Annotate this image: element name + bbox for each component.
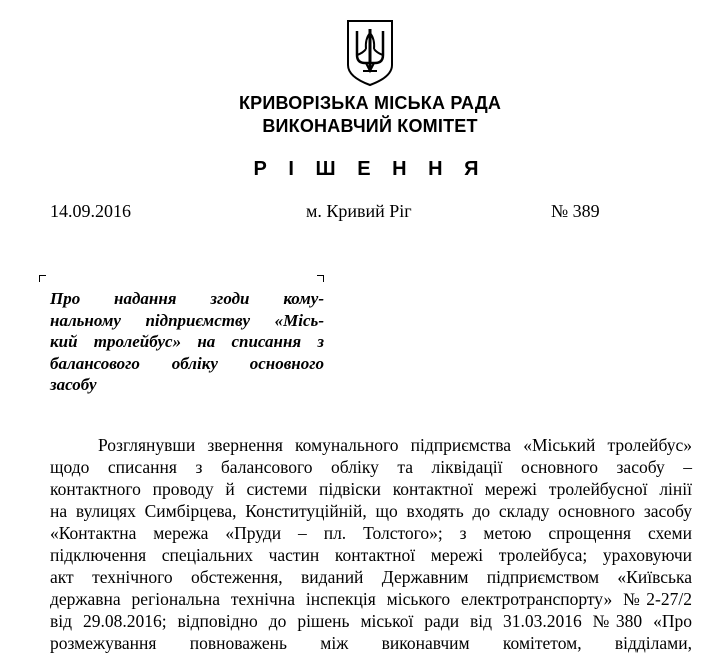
executive-committee-name: ВИКОНАВЧИЙ КОМІТЕТ <box>262 116 478 136</box>
subject-line: нальному підприємству «Місь- <box>50 310 324 330</box>
body-line: щодо списання з балансового обліку та ліквідації основного засобу – <box>50 457 692 477</box>
decision-date: 14.09.2016 <box>50 201 131 221</box>
body-line: на вулицях Симбірцева, Конституційній, що входять до складу основного засобу <box>50 501 692 521</box>
body-line: Розглянувши звернення комунального підприємства «Міський тролейбус» <box>98 435 692 455</box>
subject-line: Про надання згоди кому- <box>50 289 324 308</box>
tryzub-coat-of-arms-icon <box>345 19 395 87</box>
subject-line: кий тролейбус» на списання з <box>50 332 324 351</box>
body-line: контактного проводу й системи підвіски контактної мережі тролейбусної лінії <box>50 479 692 499</box>
decision-body <box>50 434 692 654</box>
document-title: Р І Ш Е Н Н Я <box>253 158 487 180</box>
subject-corner-mark-right <box>317 275 324 282</box>
body-line: державна регіональна технічна інспекція міського електротранспорту» №2-27/2 <box>50 589 692 609</box>
decision-subject <box>50 288 324 396</box>
subject-line: засобу <box>50 375 97 394</box>
subject-corner-mark-left <box>39 275 46 282</box>
subject-line: балансового обліку основного <box>50 353 324 373</box>
body-line: підключення спеціальних частин контактної мережі тролейбуса; ураховуючи <box>50 545 692 565</box>
decision-number: № 389 <box>551 201 600 221</box>
body-line: «Контактна мережа «Пруди – пл. Толстого»; з метою спрощення схеми <box>50 523 692 543</box>
body-line: від 29.08.2016; відповідно до рішень міської ради від 31.03.2016 №380 «Про <box>50 611 692 631</box>
council-name: КРИВОРІЗЬКА МІСЬКА РАДА <box>238 93 502 113</box>
decision-city: м. Кривий Ріг <box>306 201 412 221</box>
body-line: розмежування повноважень між виконавчим комітетом, відділами, <box>50 633 692 653</box>
body-line: акт технічного обстеження, виданий Державним підприємством «Київська <box>50 567 692 587</box>
